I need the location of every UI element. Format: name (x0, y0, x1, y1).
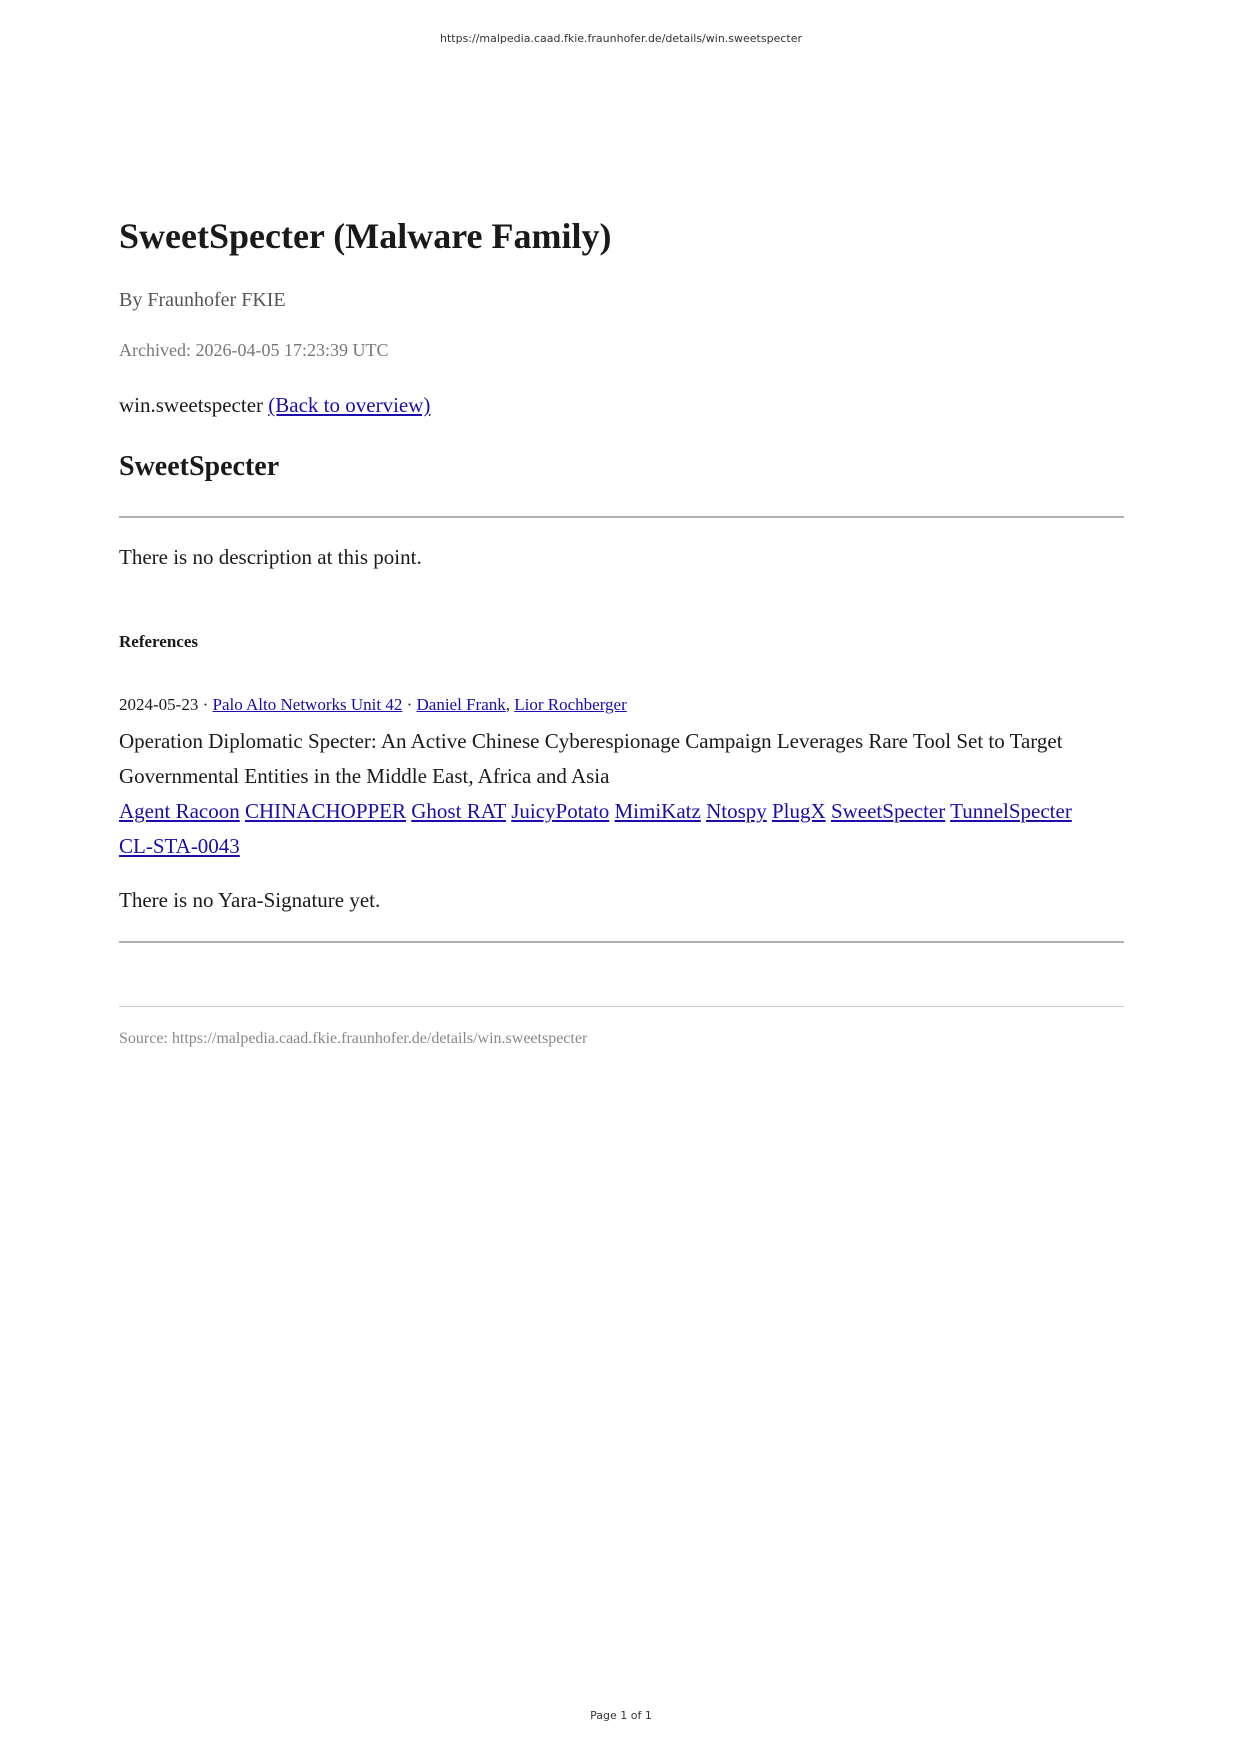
reference-organization-link[interactable]: Palo Alto Networks Unit 42 (212, 695, 403, 714)
page-title: SweetSpecter (Malware Family) (119, 216, 612, 256)
identifier-line (119, 393, 430, 418)
tag-link[interactable]: CHINACHOPPER (244, 799, 407, 823)
tag-link[interactable]: CL-STA-0043 (119, 834, 240, 858)
tag-link[interactable]: SweetSpecter (830, 799, 946, 823)
source-url: Source: https://malpedia.caad.fkie.fraunhofer.de/details/win.sweetspecter (119, 1030, 588, 1047)
byline: By Fraunhofer FKIE (119, 289, 286, 311)
tag-link[interactable]: Ntospy (706, 799, 767, 823)
reference-meta (119, 695, 627, 715)
malware-identifier: win.sweetspecter (119, 393, 264, 417)
tag-link[interactable]: PlugX (772, 799, 826, 823)
tag-link[interactable]: TunnelSpecter (950, 799, 1072, 823)
back-to-overview-link[interactable]: (Back to overview) (268, 393, 431, 417)
yara-status: There is no Yara-Signature yet. (119, 888, 381, 912)
divider (119, 941, 1124, 943)
print-header-url: https://malpedia.caad.fkie.fraunhofer.de/details/win.sweetspecter (439, 32, 802, 45)
reference-author-link[interactable]: Daniel Frank (416, 695, 506, 714)
tag-link[interactable]: JuicyPotato (511, 799, 610, 823)
references-heading: References (119, 632, 198, 651)
tag-link[interactable]: MimiKatz (614, 799, 701, 823)
reference-date: 2024-05-23 (119, 695, 199, 714)
archived-timestamp: Archived: 2026-04-05 17:23:39 UTC (119, 340, 389, 360)
tag-link[interactable]: Agent Racoon (119, 799, 240, 823)
family-heading: SweetSpecter (119, 451, 280, 482)
meta-separator: · (406, 695, 413, 714)
reference-tags (119, 794, 1124, 864)
reference-title: Operation Diplomatic Specter: An Active Chinese Cyberespionage Campaign Leverages Rare Tool Set to Target Governmental Entities in the Middle East, Africa and Asia (119, 729, 1063, 788)
tag-link[interactable]: Ghost RAT (411, 799, 506, 823)
divider (119, 516, 1124, 518)
author-comma: , (505, 695, 510, 714)
reference-author-link[interactable]: Lior Rochberger (514, 695, 627, 714)
source-divider (119, 1006, 1124, 1007)
description-text: There is no description at this point. (119, 545, 422, 569)
meta-separator: · (202, 695, 209, 714)
page-number: Page 1 of 1 (590, 1709, 652, 1722)
